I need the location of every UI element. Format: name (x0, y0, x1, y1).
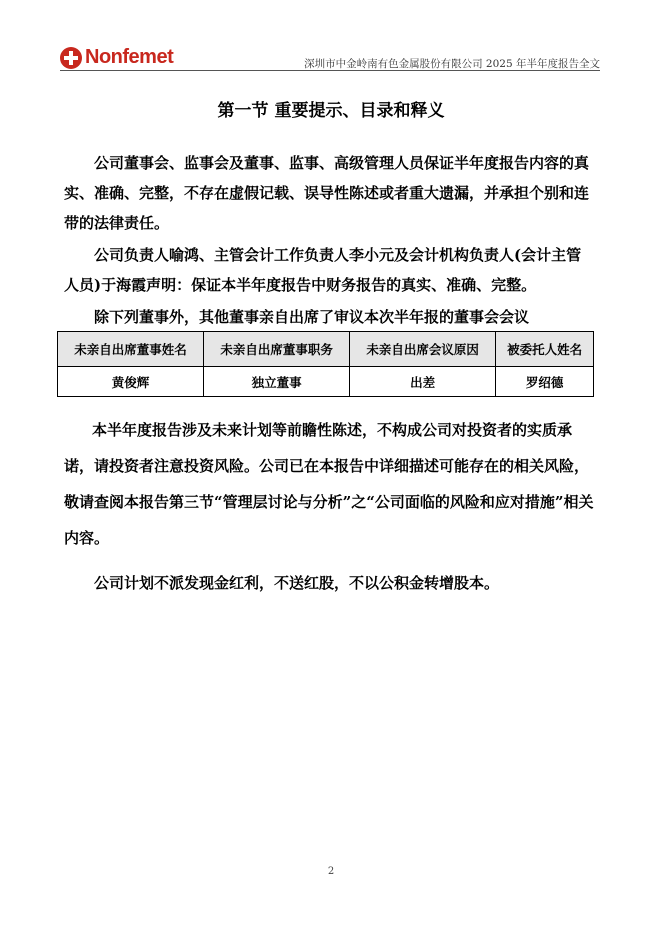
cell-director-name: 黄俊辉 (58, 367, 204, 397)
page-number: 2 (327, 866, 335, 877)
cell-director-position: 独立董事 (204, 367, 350, 397)
header-divider (60, 70, 600, 71)
absent-directors-table (57, 331, 594, 397)
cell-absence-reason: 出差 (350, 367, 496, 397)
paragraph-responsible-persons: 公司负责人喻鸿、主管会计工作负责人李小元及会计机构负责人(会计主管人员)于海霞声明：保证本半年度报告中财务报告的真实、准确、完整。 (64, 246, 582, 294)
paragraph-dividend-plan: 公司计划不派发现金红利，不送红股，不以公积金转增股本。 (94, 574, 500, 592)
cell-proxy-name: 罗绍德 (496, 367, 594, 397)
header-director-name: 未亲自出席董事姓名 (58, 332, 204, 367)
section-title: 第一节 重要提示、目录和释义 (217, 101, 445, 121)
header-director-position: 未亲自出席董事职务 (204, 332, 350, 367)
paragraph-board-guarantee: 公司董事会、监事会及董事、监事、高级管理人员保证半年度报告内容的真实、准确、完整，不存在虚假记载、误导性陈述或者重大遗漏，并承担个别和连带的法律责任。 (64, 154, 590, 232)
page-header (60, 44, 600, 72)
company-logo (60, 46, 173, 69)
nonfemet-logo-icon (60, 47, 82, 69)
header-proxy-name: 被委托人姓名 (496, 332, 594, 367)
report-title: 深圳市中金岭南有色金属股份有限公司 2025 年半年度报告全文 (304, 58, 600, 70)
paragraph-forward-looking: 本半年度报告涉及未来计划等前瞻性陈述，不构成公司对投资者的实质承诺，请投资者注意投资风险。公司已在本报告中详细描述可能存在的相关风险，敬请查阅本报告第三节“管理层讨论与分析”之“公司面临的风险和应对措施”相关内容。 (64, 421, 594, 547)
logo-text: Nonfemet (85, 46, 174, 68)
table-row (58, 367, 594, 397)
paragraph-absent-directors: 除下列董事外，其他董事亲自出席了审议本次半年报的董事会会议 (94, 308, 530, 326)
header-absence-reason: 未亲自出席会议原因 (350, 332, 496, 367)
table-header-row (58, 332, 594, 367)
